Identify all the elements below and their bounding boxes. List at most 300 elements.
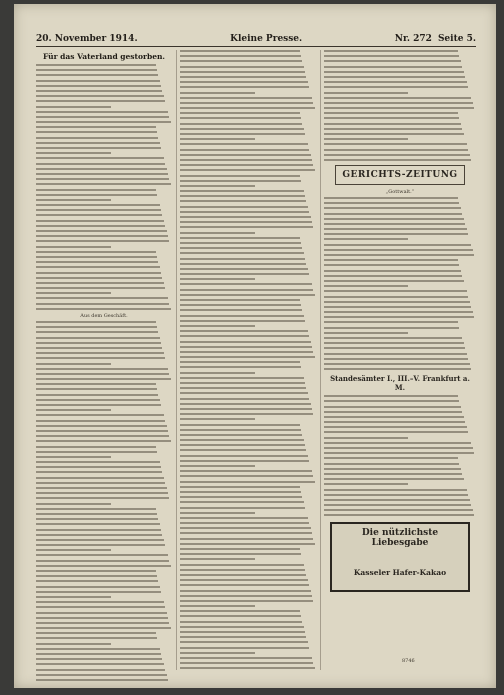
- text-line: [36, 308, 171, 310]
- text-line: [36, 539, 164, 541]
- text-line: [324, 92, 408, 94]
- text-line: [180, 263, 306, 265]
- text-line: [324, 290, 467, 292]
- text-line: [180, 398, 309, 400]
- text-line: [36, 404, 161, 406]
- text-line: [324, 218, 464, 220]
- col1-body-text: [36, 64, 172, 310]
- text-line: [180, 351, 313, 353]
- text-line: [324, 316, 474, 318]
- col3-body-text-2: [324, 197, 476, 370]
- text-line: [36, 287, 165, 289]
- text-line: [324, 437, 408, 439]
- text-line: [324, 213, 462, 215]
- text-line: [180, 102, 313, 104]
- text-line: [180, 55, 301, 57]
- text-line: [36, 534, 162, 536]
- text-line: [324, 159, 471, 161]
- text-line: [36, 383, 156, 385]
- text-line: [36, 492, 168, 494]
- text-line: [180, 211, 309, 213]
- text-line: [36, 246, 111, 248]
- text-line: [36, 209, 161, 211]
- text-line: [36, 430, 168, 432]
- text-line: [324, 143, 467, 145]
- text-line: [180, 190, 304, 192]
- text-line: [180, 273, 309, 275]
- text-line: [324, 342, 464, 344]
- text-line: [180, 392, 308, 394]
- text-line: [324, 223, 465, 225]
- header-paper-name: Kleine Presse.: [230, 34, 303, 44]
- text-line: [36, 591, 161, 593]
- text-line: [324, 509, 473, 511]
- text-line: [36, 321, 156, 323]
- text-line: [36, 163, 165, 165]
- text-line: [180, 667, 315, 669]
- text-line: [36, 152, 111, 154]
- text-line: [324, 426, 467, 428]
- text-line: [36, 214, 162, 216]
- text-line: [36, 643, 111, 645]
- text-line: [324, 400, 459, 402]
- text-line: [324, 112, 458, 114]
- text-line: [36, 440, 171, 442]
- text-line: [180, 66, 304, 68]
- text-line: [180, 247, 302, 249]
- text-line: [180, 387, 306, 389]
- text-line: [180, 605, 255, 607]
- text-line: [324, 55, 459, 57]
- text-line: [324, 249, 473, 251]
- text-line: [324, 442, 471, 444]
- text-line: [180, 600, 313, 602]
- text-line: [36, 565, 171, 567]
- text-line: [36, 601, 164, 603]
- text-line: [180, 595, 312, 597]
- text-line: [180, 532, 312, 534]
- text-line: [36, 409, 111, 411]
- col3-body-text-3: [324, 395, 476, 516]
- text-line: [36, 658, 162, 660]
- text-line: [36, 194, 157, 196]
- text-line: [324, 60, 461, 62]
- text-line: [324, 353, 467, 355]
- text-line: [180, 548, 300, 550]
- text-line: [180, 226, 313, 228]
- text-line: [36, 596, 111, 598]
- text-line: [180, 455, 308, 457]
- text-line: [36, 461, 160, 463]
- text-line: [36, 586, 160, 588]
- text-line: [324, 86, 468, 88]
- text-line: [36, 126, 156, 128]
- text-line: [36, 147, 161, 149]
- text-line: [36, 622, 169, 624]
- text-line: [36, 388, 157, 390]
- text-line: [180, 283, 312, 285]
- text-line: [324, 489, 467, 491]
- text-line: [36, 95, 164, 97]
- text-line: [324, 306, 471, 308]
- text-line: [180, 621, 302, 623]
- text-line: [324, 238, 408, 240]
- col1-subhead: Aus dem Geschäft.: [80, 313, 128, 319]
- column-divider: [176, 50, 177, 670]
- text-line: [36, 326, 157, 328]
- text-line: [180, 408, 312, 410]
- text-line: [36, 554, 168, 556]
- column-1: [36, 50, 172, 684]
- text-line: [36, 74, 158, 76]
- text-line: [180, 325, 255, 327]
- text-line: [324, 483, 408, 485]
- text-line: [180, 71, 305, 73]
- text-line: [180, 558, 255, 560]
- text-line: [180, 92, 255, 94]
- text-line: [324, 321, 458, 323]
- text-line: [36, 394, 158, 396]
- text-line: [180, 258, 305, 260]
- text-line: [36, 357, 165, 359]
- text-line: [180, 657, 312, 659]
- text-line: [36, 399, 160, 401]
- column-2: [180, 50, 316, 673]
- text-line: [324, 81, 467, 83]
- text-line: [180, 149, 309, 151]
- text-line: [36, 178, 169, 180]
- text-line: [180, 289, 313, 291]
- text-line: [180, 268, 308, 270]
- gerichts-zeitung-heading: GERICHTS-ZEITUNG: [335, 165, 465, 185]
- text-line: [36, 508, 156, 510]
- text-line: [36, 487, 167, 489]
- text-line: [180, 232, 255, 234]
- text-line: [324, 133, 464, 135]
- text-line: [180, 564, 304, 566]
- page-header: [36, 32, 476, 47]
- text-line: [36, 497, 169, 499]
- text-line: [324, 259, 458, 261]
- text-line: [36, 266, 160, 268]
- text-line: [180, 123, 302, 125]
- text-line: [180, 361, 300, 363]
- text-line: [324, 66, 462, 68]
- text-line: [324, 285, 408, 287]
- text-line: [36, 632, 156, 634]
- text-line: [36, 282, 164, 284]
- text-line: [180, 200, 306, 202]
- text-line: [180, 413, 313, 415]
- text-line: [36, 80, 160, 82]
- text-line: [180, 309, 302, 311]
- text-line: [36, 518, 158, 520]
- text-line: [36, 352, 164, 354]
- text-line: [324, 447, 473, 449]
- text-line: [36, 368, 168, 370]
- text-line: [180, 641, 308, 643]
- text-line: [180, 377, 304, 379]
- text-line: [36, 347, 162, 349]
- text-line: [324, 254, 474, 256]
- text-line: [36, 342, 161, 344]
- text-line: [324, 233, 468, 235]
- text-line: [324, 117, 459, 119]
- text-line: [36, 414, 164, 416]
- text-line: [324, 411, 462, 413]
- text-line: [180, 304, 301, 306]
- text-line: [180, 366, 301, 368]
- text-line: [324, 97, 471, 99]
- text-line: [324, 207, 461, 209]
- text-line: [324, 395, 458, 397]
- text-line: [36, 617, 168, 619]
- text-line: [324, 154, 470, 156]
- text-line: [180, 372, 255, 374]
- standesaemter-heading: Standesämter I., III.–V. Frankfurt a. M.: [330, 374, 470, 393]
- text-line: [36, 106, 111, 108]
- text-line: [180, 584, 309, 586]
- text-line: [180, 610, 300, 612]
- header-issue: Nr. 272: [394, 34, 432, 44]
- text-line: [180, 512, 255, 514]
- text-line: [180, 206, 308, 208]
- text-line: [324, 244, 471, 246]
- text-line: [180, 382, 305, 384]
- text-line: [36, 90, 162, 92]
- text-line: [36, 653, 161, 655]
- text-line: [36, 637, 157, 639]
- text-line: [180, 341, 311, 343]
- text-line: [180, 569, 305, 571]
- text-line: [180, 553, 301, 555]
- text-line: [180, 517, 308, 519]
- text-line: [324, 332, 408, 334]
- text-line: [180, 434, 302, 436]
- text-line: [180, 444, 305, 446]
- text-line: [36, 230, 167, 232]
- col2-body-text: [180, 50, 316, 669]
- text-line: [180, 294, 315, 296]
- text-line: [36, 189, 156, 191]
- text-line: [180, 470, 312, 472]
- text-line: [324, 102, 473, 104]
- text-line: [180, 138, 255, 140]
- text-line: [324, 301, 470, 303]
- text-line: [180, 107, 315, 109]
- text-line: [180, 631, 305, 633]
- text-line: [180, 460, 309, 462]
- text-line: [180, 185, 255, 187]
- text-line: [324, 270, 461, 272]
- text-line: [36, 100, 165, 102]
- text-line: [180, 175, 300, 177]
- text-line: [180, 590, 311, 592]
- text-line: [36, 292, 111, 294]
- text-line: [36, 199, 111, 201]
- text-line: [324, 478, 464, 480]
- text-line: [36, 674, 167, 676]
- text-line: [36, 183, 171, 185]
- text-line: [36, 137, 158, 139]
- text-line: [36, 466, 161, 468]
- text-line: [36, 570, 156, 572]
- text-line: [180, 346, 312, 348]
- text-line: [324, 123, 461, 125]
- text-line: [36, 157, 164, 159]
- text-line: [180, 252, 304, 254]
- text-line: [324, 337, 462, 339]
- text-line: [324, 197, 458, 199]
- text-line: [180, 164, 313, 166]
- text-line: [324, 463, 459, 465]
- text-line: [180, 615, 301, 617]
- text-line: [180, 154, 311, 156]
- text-line: [36, 64, 156, 66]
- text-line: [36, 580, 158, 582]
- text-line: [36, 240, 169, 242]
- text-line: [180, 60, 302, 62]
- text-line: [324, 406, 461, 408]
- ad-title: Die nützlichste Liebesgabe: [361, 528, 439, 549]
- text-line: [324, 296, 468, 298]
- text-line: [324, 514, 474, 516]
- text-line: [36, 420, 165, 422]
- text-line: [324, 421, 465, 423]
- text-line: [36, 235, 168, 237]
- text-line: [324, 499, 470, 501]
- text-line: [324, 264, 459, 266]
- text-line: [324, 494, 468, 496]
- text-line: [180, 486, 300, 488]
- text-line: [180, 216, 311, 218]
- text-line: [36, 477, 164, 479]
- text-line: [36, 173, 168, 175]
- text-line: [36, 297, 168, 299]
- text-line: [36, 142, 160, 144]
- col3-body-text: [324, 50, 476, 161]
- text-line: [180, 501, 304, 503]
- text-line: [324, 416, 464, 418]
- text-line: [180, 97, 312, 99]
- text-line: [36, 261, 158, 263]
- header-date: 20. November 1914.: [36, 34, 138, 44]
- text-line: [324, 50, 458, 52]
- text-line: [36, 446, 156, 448]
- column-divider: [320, 50, 321, 670]
- text-line: [36, 378, 171, 380]
- text-line: [180, 424, 300, 426]
- text-line: [36, 471, 162, 473]
- text-line: [36, 116, 169, 118]
- text-line: [180, 159, 312, 161]
- text-line: [180, 636, 306, 638]
- text-line: [324, 280, 464, 282]
- text-line: [36, 503, 111, 505]
- text-line: [36, 168, 167, 170]
- text-line: [180, 543, 315, 545]
- newspaper-page: [14, 4, 496, 688]
- text-line: [180, 143, 308, 145]
- column-3: [324, 50, 476, 592]
- text-line: [36, 451, 157, 453]
- text-line: [324, 468, 461, 470]
- text-line: [324, 457, 458, 459]
- text-line: [324, 431, 468, 433]
- text-line: [36, 69, 157, 71]
- text-line: [180, 335, 309, 337]
- text-line: [324, 368, 471, 370]
- text-line: [324, 71, 464, 73]
- text-line: [180, 538, 313, 540]
- text-line: [36, 544, 165, 546]
- text-line: [180, 128, 304, 130]
- text-line: [324, 128, 462, 130]
- footer-code: 8746: [402, 658, 415, 664]
- text-line: [180, 117, 301, 119]
- text-line: [180, 133, 305, 135]
- text-line: [180, 180, 301, 182]
- text-line: [180, 491, 301, 493]
- text-line: [36, 204, 160, 206]
- text-line: [36, 303, 169, 305]
- text-line: [324, 202, 459, 204]
- text-line: [36, 363, 111, 365]
- text-line: [36, 669, 165, 671]
- text-line: [36, 225, 165, 227]
- text-line: [180, 652, 255, 654]
- text-line: [180, 403, 311, 405]
- text-line: [180, 81, 308, 83]
- text-line: [180, 429, 301, 431]
- text-line: [180, 315, 304, 317]
- gz-subhead: „Gottwalt.“: [385, 188, 415, 195]
- text-line: [36, 663, 164, 665]
- text-line: [36, 435, 169, 437]
- text-line: [180, 626, 304, 628]
- text-line: [36, 121, 171, 123]
- text-line: [36, 575, 157, 577]
- col1-heading: Für das Vaterland gestorben.: [42, 52, 166, 61]
- text-line: [36, 549, 111, 551]
- text-line: [180, 76, 306, 78]
- text-line: [324, 452, 474, 454]
- text-line: [180, 86, 309, 88]
- text-line: [180, 481, 315, 483]
- text-line: [180, 527, 311, 529]
- text-line: [36, 627, 171, 629]
- text-line: [36, 425, 167, 427]
- text-line: [36, 606, 165, 608]
- text-line: [180, 418, 255, 420]
- text-line: [180, 299, 300, 301]
- text-line: [324, 327, 459, 329]
- text-line: [324, 358, 468, 360]
- text-line: [36, 85, 161, 87]
- cocoa-advertisement: [330, 522, 470, 592]
- text-line: [36, 220, 164, 222]
- text-line: [324, 149, 468, 151]
- text-line: [180, 439, 304, 441]
- text-line: [36, 337, 160, 339]
- text-line: [180, 195, 305, 197]
- text-line: [180, 320, 305, 322]
- header-page: Seite 5.: [437, 34, 476, 44]
- text-line: [180, 465, 255, 467]
- text-line: [180, 278, 255, 280]
- text-line: [324, 347, 465, 349]
- text-line: [180, 112, 300, 114]
